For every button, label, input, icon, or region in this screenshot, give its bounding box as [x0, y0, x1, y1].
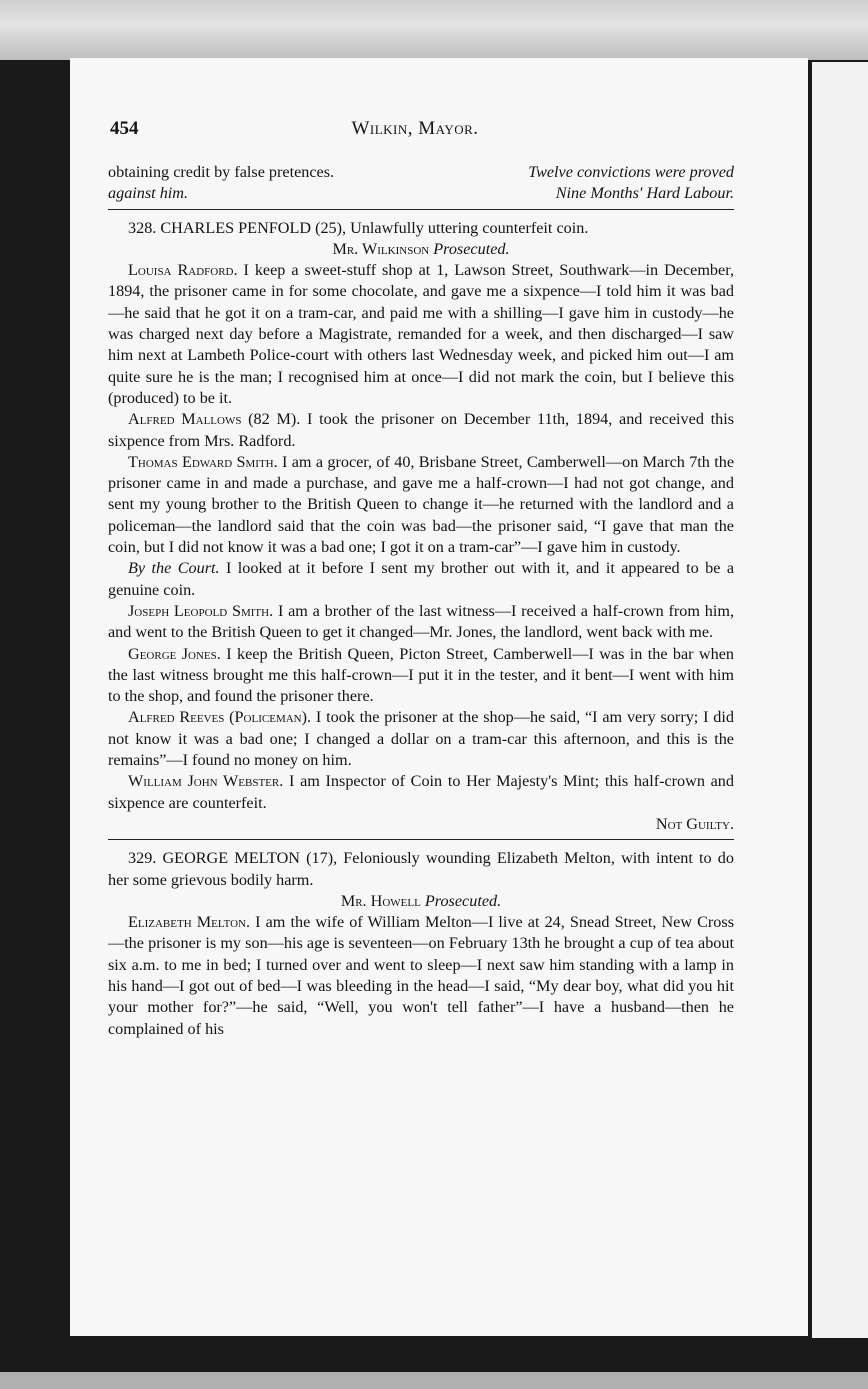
case-divider	[108, 839, 734, 840]
page-body	[108, 162, 734, 1040]
witness-text: I am a grocer, of 40, Brisbane Street, Camberwell—on March 7th the prisoner came in and made a purchase, and gave me a half-crown—I had not got change, and sent my young brother to the British Queen to change it—he returned with the landlord and a policeman—the landlord said that the coin was bad—the prisoner said, “I gave that man the coin, but I did not know it was a bad one; I got it on a tram-car”—I gave him in custody.	[108, 452, 735, 557]
witness-text: I took the prisoner on December 11th, 1894, and received this sixpence from Mrs. Radford.	[108, 410, 735, 450]
prev-case-sentence: Nine Months' Hard Labour.	[555, 184, 734, 203]
scan-edge-top	[0, 0, 868, 60]
witness-name: Alfred Mallows (82 M).	[128, 410, 301, 429]
verdict: Not Guilty.	[655, 814, 734, 833]
testimony-webster	[108, 771, 734, 814]
witness-text: I am the wife of William Melton—I live at 24, Snead Street, New Cross—the prisoner is my son—his age is seventeen—on February 13th he brought a cup of tea about six a.m. to me in bed; I turned over and went to sleep—I next saw him standing with a lamp in his hand—I got out of bed—I was bleeding in the head—I said, “My dear boy, what did you hit your mother for?”—he said, “Well, you won't tell father”—I have a husband—then he complained of his	[108, 913, 735, 1038]
testimony-elizabeth-melton	[108, 912, 734, 1040]
prosecutor-name: Mr. Wilkinson	[332, 239, 430, 258]
witness-name: George Jones.	[128, 644, 221, 663]
testimony-reeves	[108, 707, 734, 771]
court-label: By the Court.	[128, 559, 220, 578]
facing-page-edge	[812, 62, 868, 1338]
testimony-radford	[108, 260, 734, 409]
witness-text: I took the prisoner at the shop—he said, “I am very sorry; I did not know it was a bad one; I changed a dollar on a tram-car this afternoon, and this is the remains”—I found no money on him.	[108, 708, 734, 770]
witness-text: I keep the British Queen, Picton Street, Camberwell—I was in the bar when the last witness brought me this half-crown—I put it in the tester, and it bent—I went with him to the shop, and found the prisoner there.	[108, 644, 734, 706]
book-page	[70, 58, 808, 1336]
page-number: 454	[110, 118, 139, 139]
testimony-mallows	[108, 409, 734, 452]
page-header	[110, 118, 720, 146]
case-328-heading: 328. CHARLES PENFOLD (25), Unlawfully uttering counterfeit coin.	[128, 218, 589, 237]
prev-case-convictions: Twelve convictions were proved	[528, 163, 734, 181]
witness-text: I am Inspector of Coin to Her Majesty's Mint; this half-crown and sixpence are counterfeit.	[108, 772, 734, 812]
witness-name: Joseph Leopold Smith.	[128, 601, 274, 620]
witness-text: I am a brother of the last witness—I received a half-crown from him, and went to the British Queen to get it changed—Mr. Jones, the landlord, went back with me.	[108, 601, 735, 642]
case-329-prosecutor	[108, 891, 734, 912]
testimony-thomas-smith	[108, 452, 734, 558]
witness-name: Elizabeth Melton.	[128, 913, 251, 932]
witness-text: I keep a sweet-stuff shop at 1, Lawson Street, Southwark—in December, 1894, the prisoner came in for some chocolate, and gave me a sixpence—I told him it was bad—he said that he got it on a tram-car, and paid me with a shilling—I gave him in custody—he was charged next day before a Magistrate, remanded for a week, and then discharged—I saw him next at Lambeth Police-court with others last Wednesday week, and picked him out—I am quite sure he is the man; I recognised him at once—I did not mark the coin, but I believe this (produced) to be it.	[108, 261, 735, 407]
prev-case-line-1	[108, 162, 734, 183]
scan-edge-bottom	[0, 1372, 868, 1389]
testimony-court	[108, 558, 734, 601]
running-title: Wilkin, Mayor.	[351, 118, 479, 139]
witness-text: I looked at it before I sent my brother out with it, and it appeared to be a genuine coin.	[108, 559, 734, 599]
witness-name: Alfred Reeves (Policeman).	[128, 708, 312, 727]
case-divider	[108, 209, 734, 210]
prosecutor-role: Prosecuted.	[433, 239, 510, 258]
testimony-jones	[108, 644, 734, 708]
prev-case-against: against him.	[108, 184, 189, 203]
case-328-prosecutor	[108, 239, 734, 260]
witness-name: Thomas Edward Smith.	[128, 452, 278, 471]
prev-case-line-2	[108, 183, 734, 204]
prosecutor-role: Prosecuted.	[424, 891, 502, 910]
prev-case-text: obtaining credit by false pretences.	[108, 163, 335, 181]
testimony-joseph-smith	[108, 601, 734, 644]
case-329-heading: 329. GEORGE MELTON (17), Feloniously wounding Elizabeth Melton, with intent to do her some grievous bodily harm.	[108, 849, 734, 889]
witness-name: Louisa Radford.	[128, 261, 238, 280]
prosecutor-name: Mr. Howell	[340, 891, 421, 910]
witness-name: William John Webster.	[128, 772, 284, 791]
